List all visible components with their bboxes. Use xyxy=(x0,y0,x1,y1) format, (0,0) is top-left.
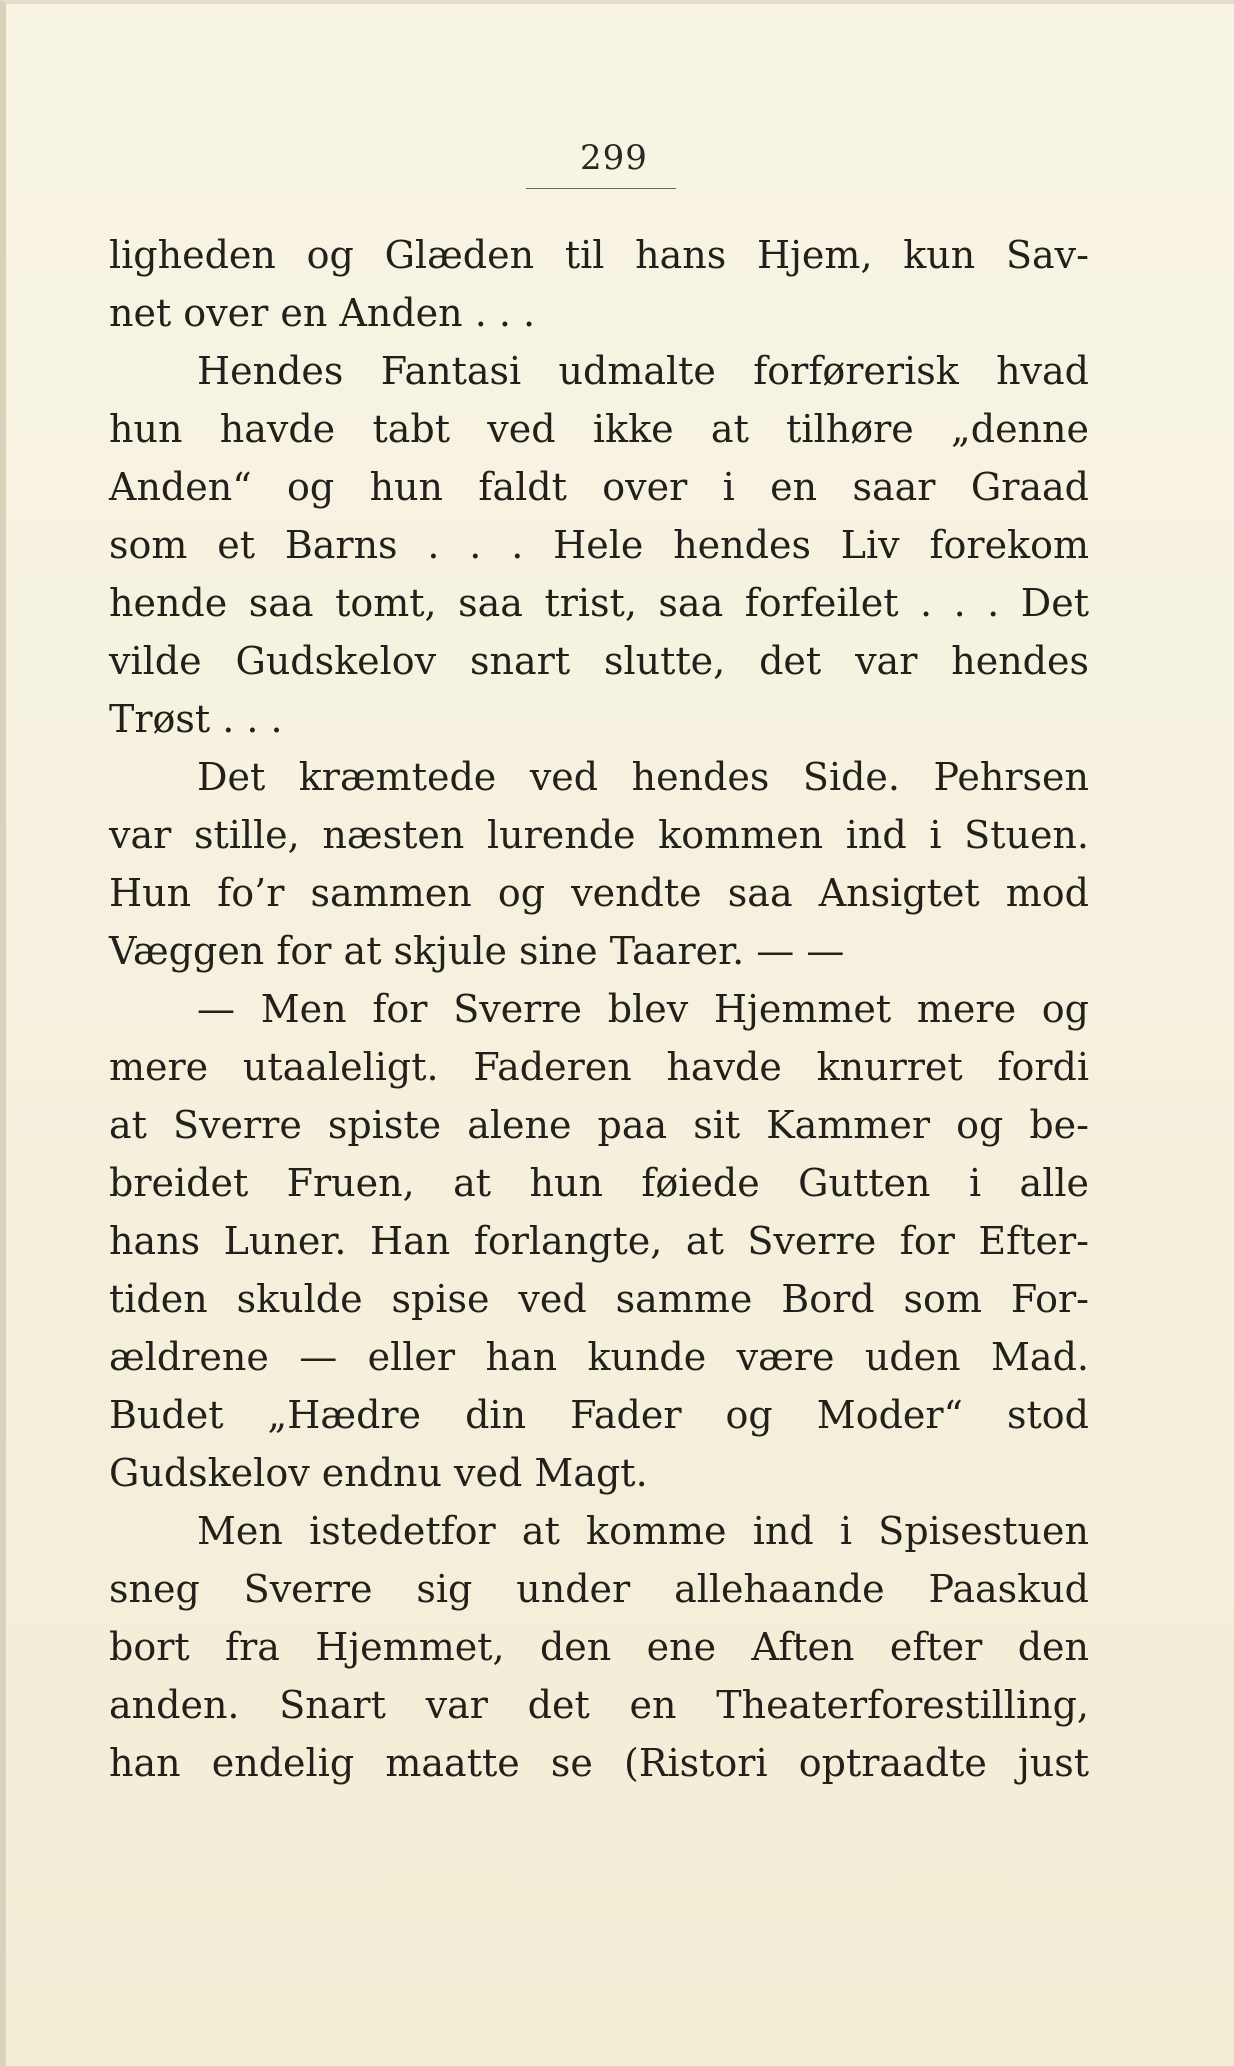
text-line: Hendes Fantasi udmalte forførerisk hvad xyxy=(197,349,1089,393)
text-line: han endelig maatte se (Ristori optraadte just xyxy=(109,1741,1089,1785)
text-line: vilde Gudskelov snart slutte, det var hendes xyxy=(109,639,1089,683)
text-line: mere utaaleligt. Faderen havde knurret fordi xyxy=(109,1045,1089,1089)
text-line: var stille, næsten lurende kommen ind i Stuen. xyxy=(109,813,1089,857)
text-line: at Sverre spiste alene paa sit Kammer og be- xyxy=(109,1103,1089,1147)
text-line: Hun fo’r sammen og vendte saa Ansigtet mod xyxy=(109,871,1089,915)
page-number: 299 xyxy=(580,138,648,178)
text-line: tiden skulde spise ved samme Bord som For- xyxy=(109,1277,1089,1321)
page-number-rule xyxy=(526,188,676,189)
text-line: breidet Fruen, at hun føiede Gutten i alle xyxy=(109,1161,1089,1205)
text-line: net over en Anden . . . xyxy=(109,291,536,335)
text-line: — Men for Sverre blev Hjemmet mere og xyxy=(197,987,1089,1031)
text-line: hende saa tomt, saa trist, saa forfeilet . . . Det xyxy=(109,581,1089,625)
text-line: Det kræmtede ved hendes Side. Pehrsen xyxy=(197,755,1089,799)
text-line: som et Barns . . . Hele hendes Liv forekom xyxy=(109,523,1089,567)
text-line: Gudskelov endnu ved Magt. xyxy=(109,1451,648,1495)
body-text xyxy=(109,226,1089,1792)
text-line: bort fra Hjemmet, den ene Aften efter den xyxy=(109,1625,1089,1669)
text-line: ældrene — eller han kunde være uden Mad. xyxy=(109,1335,1089,1379)
text-line: Men istedetfor at komme ind i Spisestuen xyxy=(197,1509,1089,1553)
text-line: ligheden og Glæden til hans Hjem, kun Sav- xyxy=(109,233,1089,277)
text-line: hun havde tabt ved ikke at tilhøre „denne xyxy=(109,407,1089,451)
text-line: Væggen for at skjule sine Taarer. — — xyxy=(109,929,845,973)
text-line: Trøst . . . xyxy=(109,697,283,741)
text-line: Budet „Hædre din Fader og Moder“ stod xyxy=(109,1393,1089,1437)
text-line: anden. Snart var det en Theaterforestilling, xyxy=(109,1683,1089,1727)
text-line: Anden“ og hun faldt over i en saar Graad xyxy=(109,465,1089,509)
text-line: hans Luner. Han forlangte, at Sverre for Efter- xyxy=(109,1219,1089,1263)
text-line: sneg Sverre sig under allehaande Paaskud xyxy=(109,1567,1089,1611)
